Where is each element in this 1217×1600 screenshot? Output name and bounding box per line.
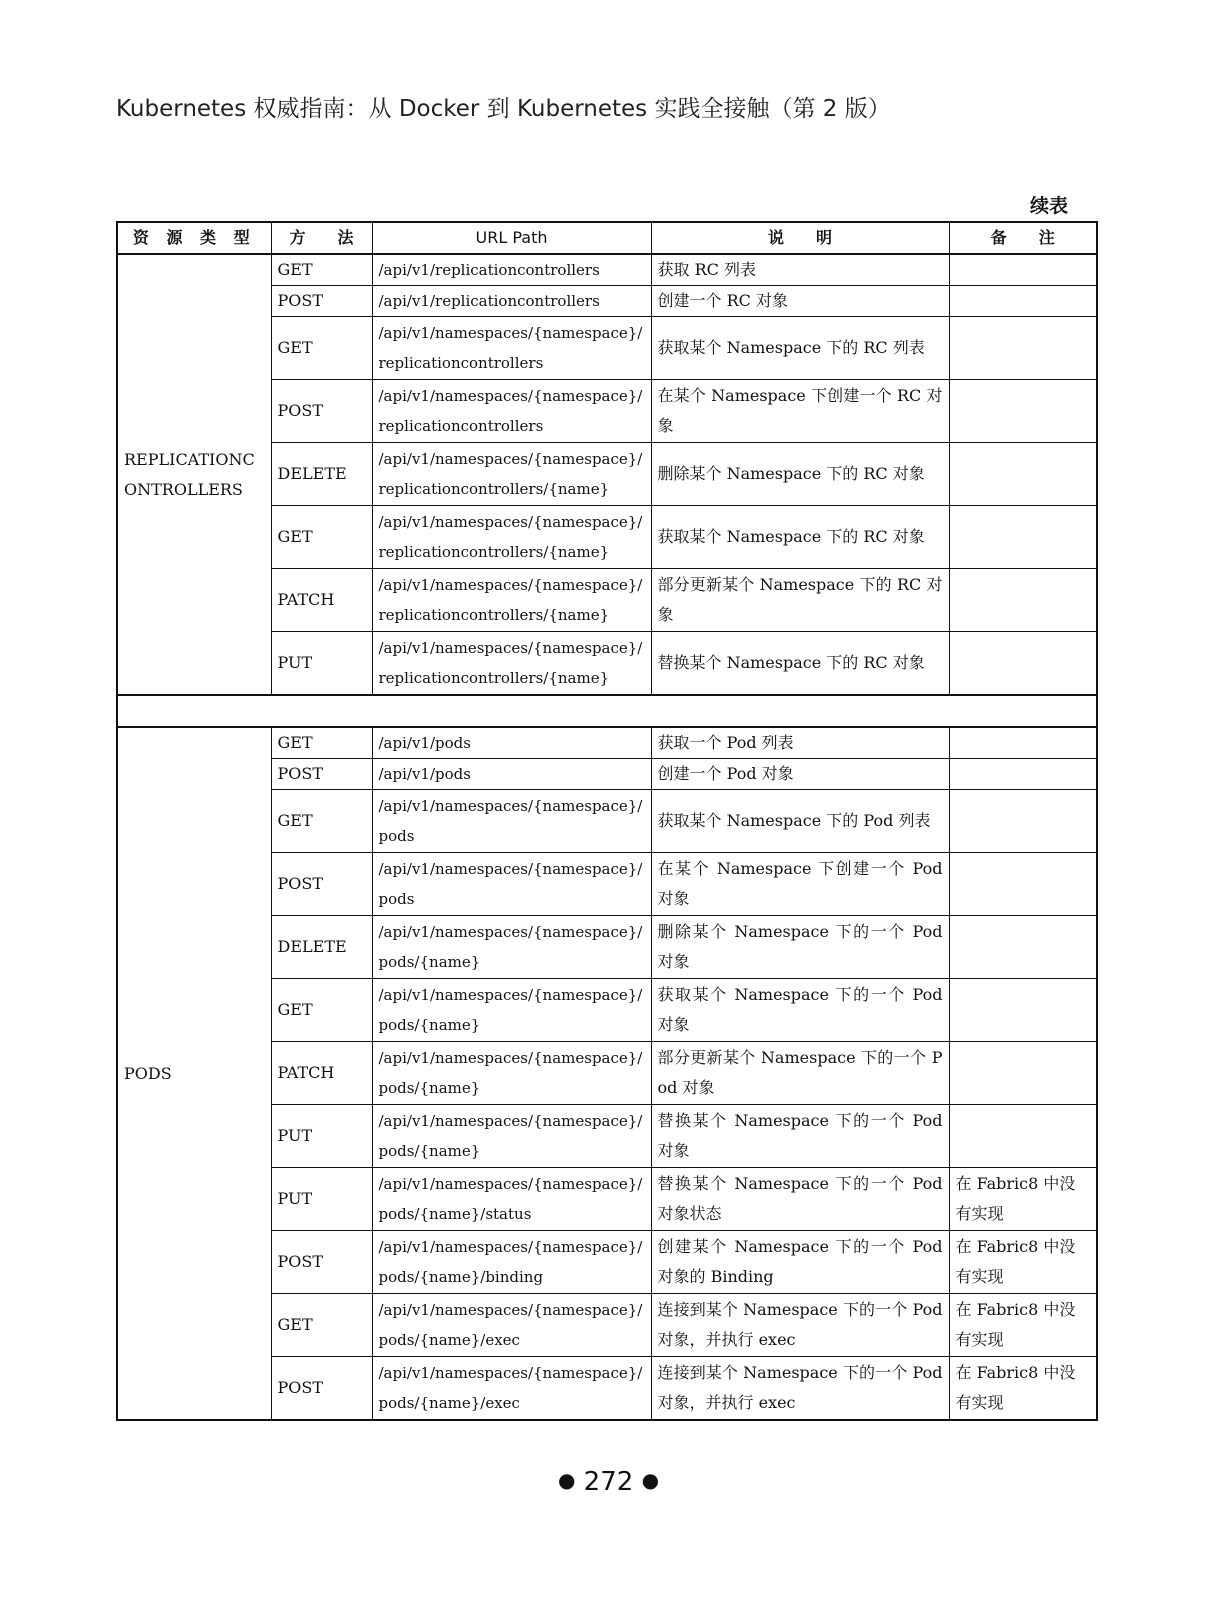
method-cell: GET <box>271 317 372 380</box>
remarks-cell <box>949 916 1097 979</box>
description-cell: 创建一个 Pod 对象 <box>651 759 949 790</box>
remarks-cell <box>949 759 1097 790</box>
url-path-cell: /api/v1/namespaces/{namespace}/replicationcontrollers <box>372 317 651 380</box>
continued-label: 续表 <box>1030 195 1069 217</box>
remarks-cell <box>949 317 1097 380</box>
url-path-cell: /api/v1/pods <box>372 727 651 759</box>
remarks-cell <box>949 569 1097 632</box>
method-cell: DELETE <box>271 916 372 979</box>
remarks-cell <box>949 380 1097 443</box>
description-cell: 在某个 Namespace 下创建一个 Pod 对象 <box>651 853 949 916</box>
header-resource-type: 资 源 类 型 <box>117 222 271 254</box>
url-path-cell: /api/v1/namespaces/{namespace}/replicationcontrollers/{name} <box>372 443 651 506</box>
method-cell: GET <box>271 1294 372 1357</box>
description-cell: 删除某个 Namespace 下的 RC 对象 <box>651 443 949 506</box>
running-header: Kubernetes 权威指南：从 Docker 到 Kubernetes 实践全接触（第 2 版） <box>116 96 891 122</box>
method-cell: PUT <box>271 632 372 696</box>
remarks-cell <box>949 286 1097 317</box>
method-cell: POST <box>271 1357 372 1421</box>
remarks-cell <box>949 790 1097 853</box>
description-cell: 部分更新某个 Namespace 下的一个 Pod 对象 <box>651 1042 949 1105</box>
method-cell: GET <box>271 790 372 853</box>
remarks-cell <box>949 632 1097 696</box>
resource-type-cell: PODS <box>117 727 271 1420</box>
remarks-cell <box>949 1105 1097 1168</box>
remarks-cell <box>949 443 1097 506</box>
url-path-cell: /api/v1/replicationcontrollers <box>372 286 651 317</box>
method-cell: POST <box>271 759 372 790</box>
description-cell: 连接到某个 Namespace 下的一个 Pod 对象，并执行 exec <box>651 1357 949 1421</box>
url-path-cell: /api/v1/namespaces/{namespace}/replicationcontrollers <box>372 380 651 443</box>
method-cell: PATCH <box>271 569 372 632</box>
description-cell: 获取一个 Pod 列表 <box>651 727 949 759</box>
url-path-cell: /api/v1/namespaces/{namespace}/pods/{name}/binding <box>372 1231 651 1294</box>
description-cell: 获取某个 Namespace 下的 RC 对象 <box>651 506 949 569</box>
remarks-cell: 在 Fabric8 中没有实现 <box>949 1231 1097 1294</box>
url-path-cell: /api/v1/pods <box>372 759 651 790</box>
method-cell: DELETE <box>271 443 372 506</box>
api-table <box>116 221 1098 1421</box>
table-header-row <box>117 222 1097 254</box>
separator-cell <box>117 695 1097 727</box>
remarks-cell <box>949 727 1097 759</box>
bullet-right-icon: ● <box>641 1468 660 1492</box>
header-description: 说 明 <box>651 222 949 254</box>
description-cell: 删除某个 Namespace 下的一个 Pod 对象 <box>651 916 949 979</box>
table-body <box>117 254 1097 1420</box>
separator-row <box>117 695 1097 727</box>
table-row <box>117 254 1097 286</box>
url-path-cell: /api/v1/replicationcontrollers <box>372 254 651 286</box>
header-method: 方 法 <box>271 222 372 254</box>
method-cell: GET <box>271 506 372 569</box>
method-cell: GET <box>271 979 372 1042</box>
method-cell: GET <box>271 254 372 286</box>
description-cell: 连接到某个 Namespace 下的一个 Pod 对象，并执行 exec <box>651 1294 949 1357</box>
description-cell: 创建某个 Namespace 下的一个 Pod 对象的 Binding <box>651 1231 949 1294</box>
description-cell: 部分更新某个 Namespace 下的 RC 对象 <box>651 569 949 632</box>
url-path-cell: /api/v1/namespaces/{namespace}/pods <box>372 853 651 916</box>
method-cell: POST <box>271 853 372 916</box>
method-cell: PUT <box>271 1168 372 1231</box>
method-cell: GET <box>271 727 372 759</box>
url-path-cell: /api/v1/namespaces/{namespace}/replicationcontrollers/{name} <box>372 632 651 696</box>
url-path-cell: /api/v1/namespaces/{namespace}/pods/{name} <box>372 916 651 979</box>
url-path-cell: /api/v1/namespaces/{namespace}/pods/{name} <box>372 1105 651 1168</box>
description-cell: 在某个 Namespace 下创建一个 RC 对象 <box>651 380 949 443</box>
method-cell: PUT <box>271 1105 372 1168</box>
url-path-cell: /api/v1/namespaces/{namespace}/replicationcontrollers/{name} <box>372 569 651 632</box>
url-path-cell: /api/v1/namespaces/{namespace}/pods/{name} <box>372 979 651 1042</box>
description-cell: 获取 RC 列表 <box>651 254 949 286</box>
remarks-cell: 在 Fabric8 中没有实现 <box>949 1294 1097 1357</box>
description-cell: 替换某个 Namespace 下的 RC 对象 <box>651 632 949 696</box>
resource-type-cell: REPLICATIONCONTROLLERS <box>117 254 271 695</box>
page-number <box>0 1467 1217 1497</box>
description-cell: 获取某个 Namespace 下的一个 Pod 对象 <box>651 979 949 1042</box>
url-path-cell: /api/v1/namespaces/{namespace}/pods/{name}/exec <box>372 1294 651 1357</box>
remarks-cell <box>949 506 1097 569</box>
method-cell: PATCH <box>271 1042 372 1105</box>
bullet-left-icon: ● <box>557 1468 576 1492</box>
url-path-cell: /api/v1/namespaces/{namespace}/replicationcontrollers/{name} <box>372 506 651 569</box>
remarks-cell <box>949 1042 1097 1105</box>
description-cell: 替换某个 Namespace 下的一个 Pod 对象 <box>651 1105 949 1168</box>
url-path-cell: /api/v1/namespaces/{namespace}/pods <box>372 790 651 853</box>
url-path-cell: /api/v1/namespaces/{namespace}/pods/{name}/status <box>372 1168 651 1231</box>
description-cell: 替换某个 Namespace 下的一个 Pod 对象状态 <box>651 1168 949 1231</box>
description-cell: 创建一个 RC 对象 <box>651 286 949 317</box>
header-url-path: URL Path <box>372 222 651 254</box>
url-path-cell: /api/v1/namespaces/{namespace}/pods/{name} <box>372 1042 651 1105</box>
method-cell: POST <box>271 1231 372 1294</box>
method-cell: POST <box>271 380 372 443</box>
header-remarks: 备 注 <box>949 222 1097 254</box>
url-path-cell: /api/v1/namespaces/{namespace}/pods/{name}/exec <box>372 1357 651 1421</box>
method-cell: POST <box>271 286 372 317</box>
remarks-cell: 在 Fabric8 中没有实现 <box>949 1168 1097 1231</box>
description-cell: 获取某个 Namespace 下的 RC 列表 <box>651 317 949 380</box>
page-number-value: 272 <box>583 1467 634 1497</box>
description-cell: 获取某个 Namespace 下的 Pod 列表 <box>651 790 949 853</box>
table-row <box>117 727 1097 759</box>
remarks-cell: 在 Fabric8 中没有实现 <box>949 1357 1097 1421</box>
remarks-cell <box>949 254 1097 286</box>
remarks-cell <box>949 853 1097 916</box>
remarks-cell <box>949 979 1097 1042</box>
